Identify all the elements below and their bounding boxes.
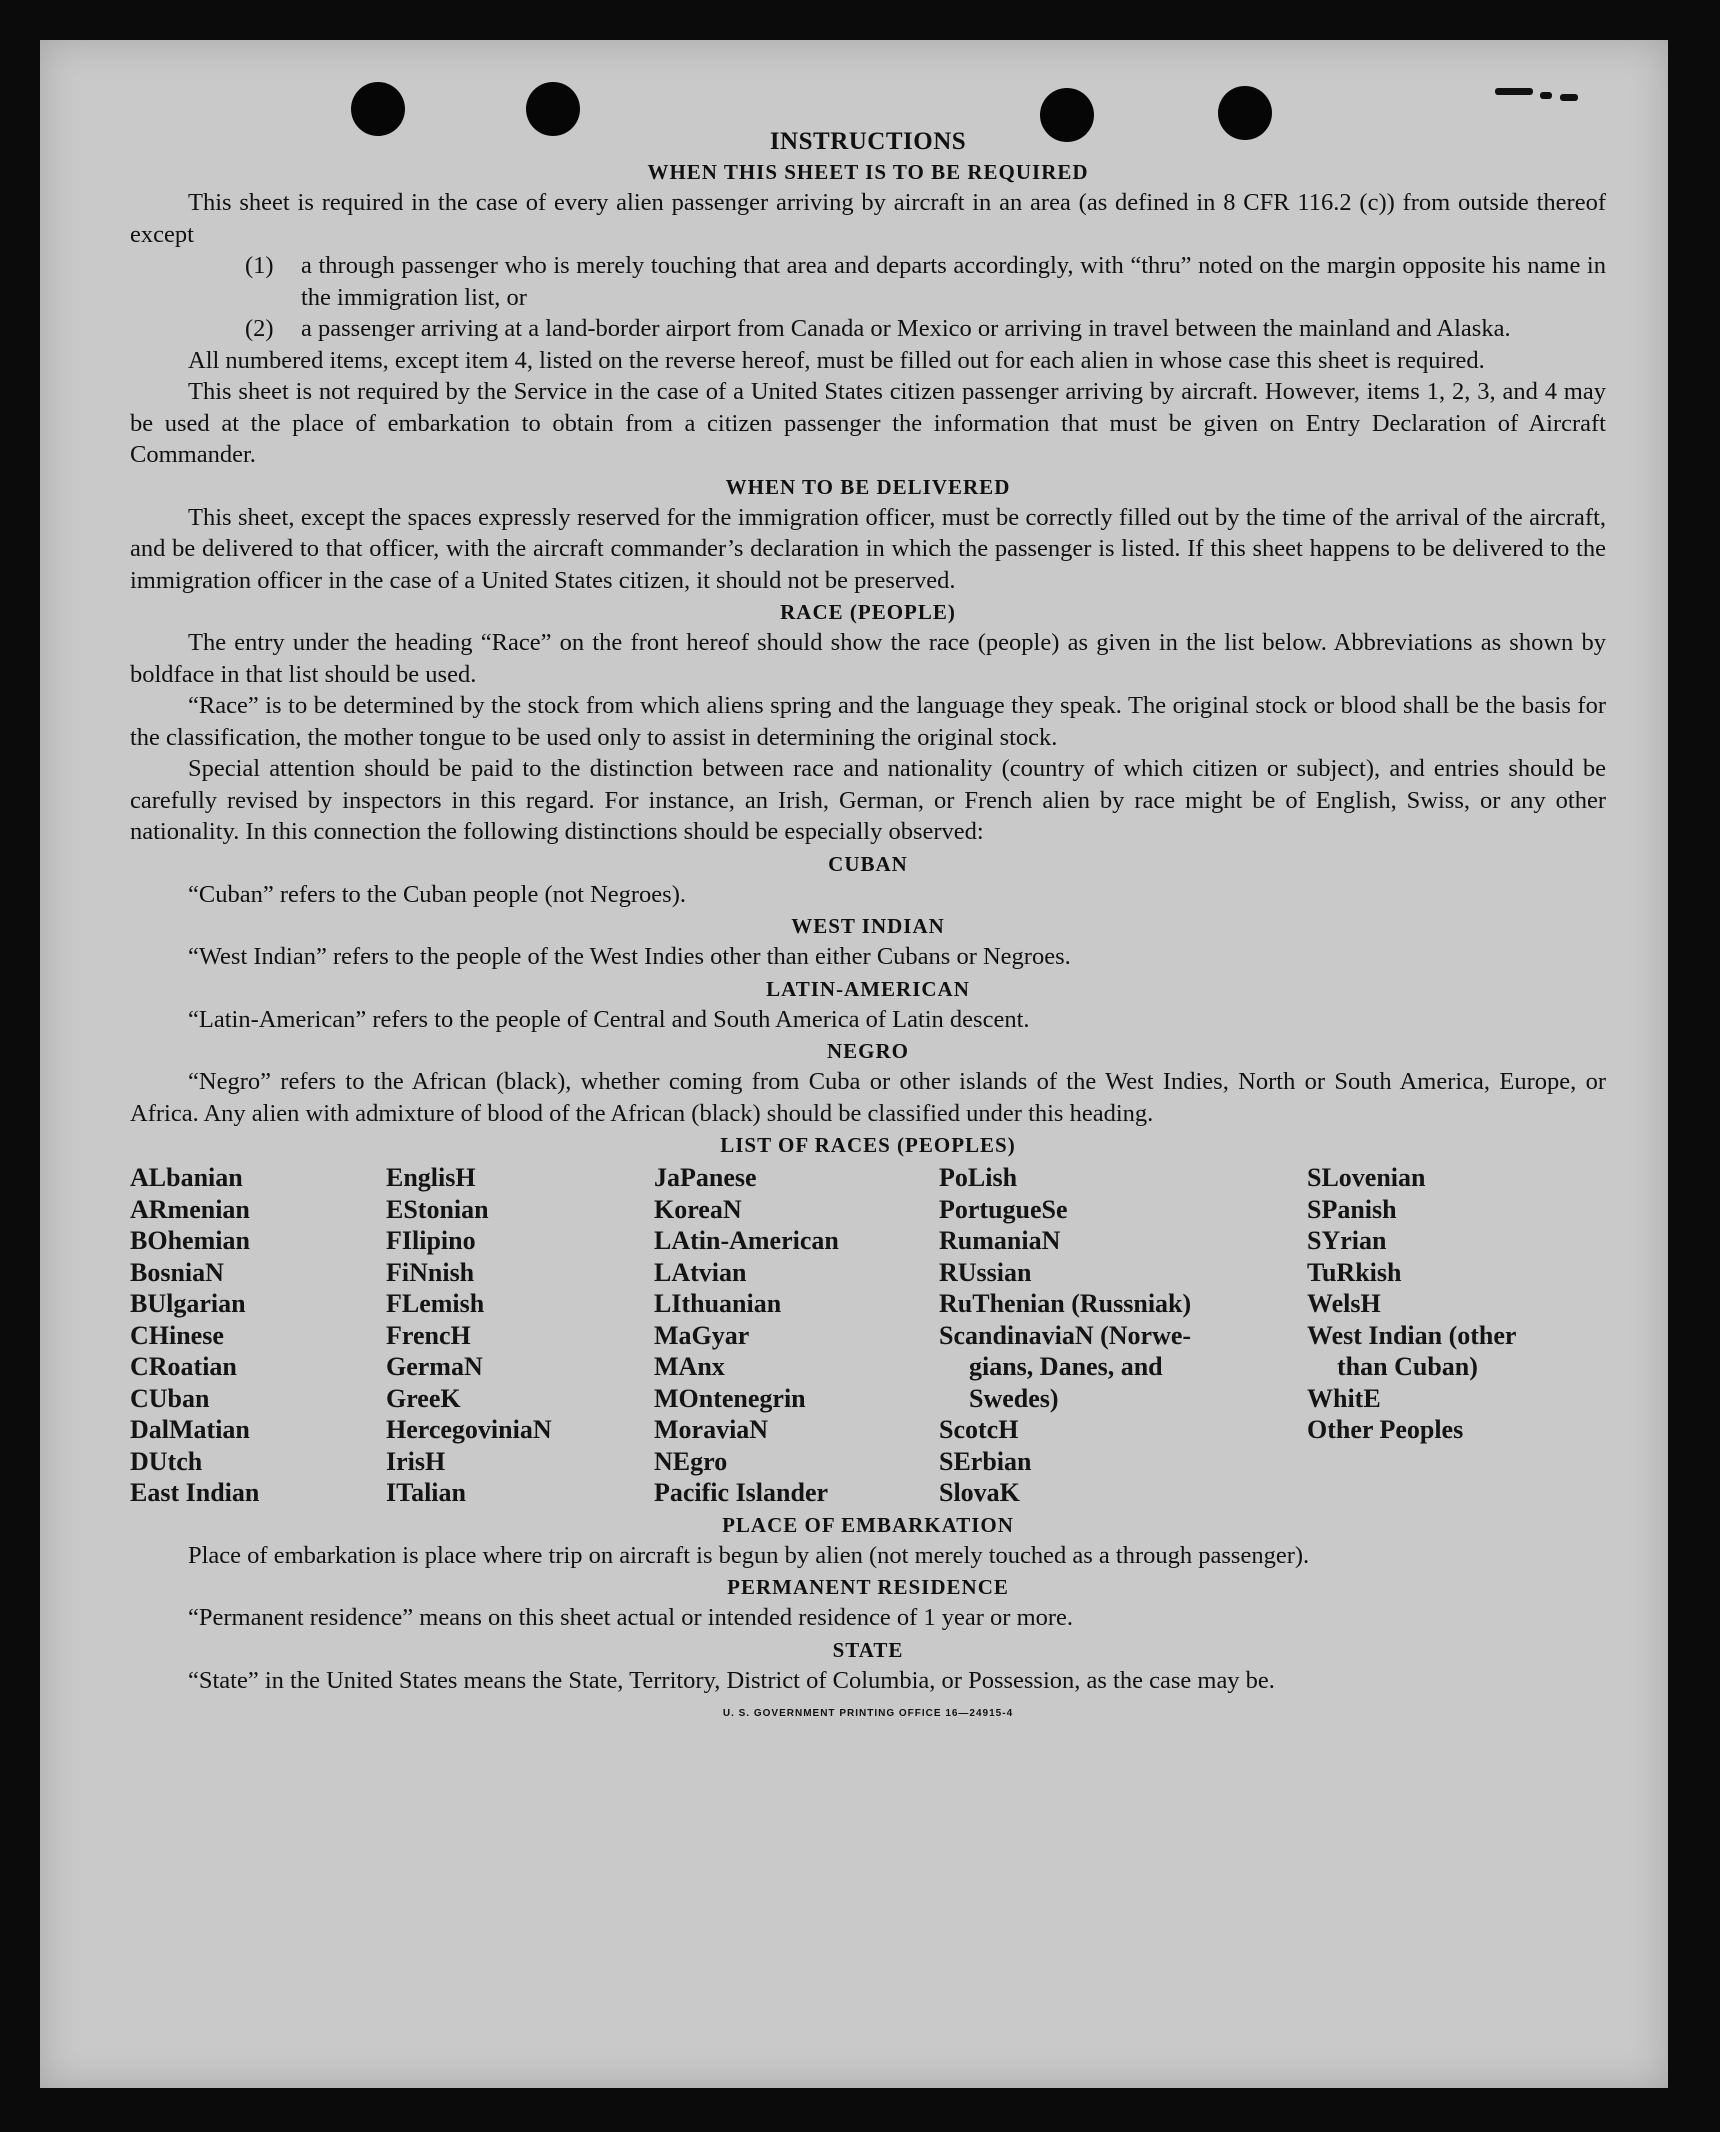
race-entry: SPanish (1307, 1194, 1397, 1224)
paragraph: “Cuban” refers to the Cuban people (not Negroes). (188, 880, 686, 908)
race-entry: CHinese (130, 1320, 224, 1350)
race-entry: DalMatian (130, 1415, 250, 1444)
race-entry: IrisH (386, 1446, 446, 1476)
item-number: (1) (245, 252, 274, 279)
paragraph: “Negro” refers to the African (black), whether coming from Cuba or other islands of the West Indies, North or South America, Europe, or Africa. Any alien with admixture of blood of the African (black) should be classified under this heading. (130, 1068, 1606, 1127)
race-entry: JaPanese (654, 1163, 757, 1192)
document-sheet (40, 40, 1668, 2088)
heading-list-of-races: LIST OF RACES (PEOPLES) (720, 1133, 1016, 1157)
heading-negro: NEGRO (826, 1039, 909, 1063)
race-entry: LAtvian (654, 1257, 747, 1287)
paragraph: All numbered items, except item 4, listed on the reverse hereof, must be filled out for each alien in whose case this sheet is required. (188, 346, 1485, 374)
paragraph: “State” in the United States means the State, Territory, District of Columbia, or Possession, as the case may be. (188, 1666, 1275, 1694)
race-entry: Pacific Islander (654, 1478, 829, 1507)
heading-state: STATE (832, 1637, 904, 1662)
ink-mark (1495, 88, 1533, 95)
item-number: (2) (245, 315, 274, 342)
paragraph: “Latin-American” refers to the people of Central and South America of Latin descent. (188, 1005, 1030, 1033)
race-entry: RuThenian (Russniak) (939, 1289, 1192, 1318)
paragraph: “West Indian” refers to the people of the West Indies other than either Cubans or Negroes. (188, 943, 1071, 970)
race-entry: EnglisH (386, 1163, 476, 1192)
heading-cuban: CUBAN (828, 851, 908, 876)
race-entry: FrencH (386, 1320, 471, 1350)
race-entry: LIthuanian (654, 1289, 782, 1318)
race-entry: RumaniaN (939, 1226, 1061, 1255)
races-column-1 (130, 1162, 386, 1509)
list-item (245, 250, 1606, 313)
race-entry: MAnx (654, 1352, 725, 1381)
heading-race: RACE (PEOPLE) (780, 600, 956, 624)
paragraph: This sheet is not required by the Service in the case of a United States citizen passenger arriving by aircraft. However, items 1, 2, 3, and 4 may be used at the place of embarkation to obtain from a citizen passenger the information that must be given on Entry Declaration of Aircraft Commander. (130, 378, 1606, 468)
heading-west-indian: WEST INDIAN (791, 914, 945, 938)
heading-residence: PERMANENT RESIDENCE (727, 1575, 1009, 1599)
printer-imprint: U. S. GOVERNMENT PRINTING OFFICE 16—24915-4 (722, 1708, 1014, 1719)
race-entry: BOhemian (130, 1226, 250, 1255)
item-text: a through passenger who is merely touching that area and departs accordingly, with “thru” noted on the margin opposite his name in the immigration list, or (301, 252, 1606, 311)
race-entry: RUssian (939, 1257, 1032, 1287)
race-entry: SErbian (939, 1446, 1032, 1476)
race-entry: East Indian (130, 1478, 260, 1507)
race-entry: FLemish (386, 1289, 485, 1318)
race-entry: WelsH (1307, 1289, 1381, 1318)
races-column-3 (654, 1162, 939, 1509)
race-entry: DUtch (130, 1446, 203, 1476)
race-entry: CRoatian (130, 1352, 237, 1381)
race-entry: LAtin-American (654, 1226, 839, 1255)
paragraph: The entry under the heading “Race” on the front hereof should show the race (people) as given in the list below. Abbreviations as shown by boldface in that list should be used. (130, 629, 1606, 688)
race-entry: MaGyar (654, 1320, 750, 1350)
race-entry: ScandinaviaN (Norwe- (939, 1320, 1192, 1350)
race-entry: ScotcH (939, 1415, 1019, 1444)
races-column-5 (1307, 1162, 1577, 1509)
paragraph: This sheet is required in the case of every alien passenger arriving by aircraft in an area (as defined in 8 CFR 116.2 (c)) from outside thereof except (130, 189, 1606, 248)
list-item (245, 313, 1606, 345)
race-entry-continued: gians, Danes, and (969, 1352, 1163, 1381)
item-text: a passenger arriving at a land-border airport from Canada or Mexico or arriving in travel between the mainland and Alaska. (301, 315, 1511, 342)
paragraph: Special attention should be paid to the distinction between race and nationality (country of which citizen or subject), and entries should be carefully revised by inspectors in this regard. For instance, an Irish, German, or French alien by race might be of English, Swiss, or any other nationality. In this connection the following distinctions should be especially observed: (130, 755, 1606, 845)
ink-mark (1540, 92, 1552, 99)
race-entry: TuRkish (1307, 1257, 1402, 1287)
instructions-content (130, 128, 1606, 1719)
race-entry: BUlgarian (130, 1289, 246, 1318)
race-entry-continued: Swedes) (969, 1383, 1059, 1413)
race-entry: MOntenegrin (654, 1383, 806, 1413)
race-entry: ITalian (386, 1478, 466, 1507)
heading-latin-american: LATIN-AMERICAN (766, 976, 970, 1001)
paragraph: “Race” is to be determined by the stock from which aliens spring and the language they speak. The original stock or blood shall be the basis for the classification, the mother tongue to be used only to assist in determining the original stock. (130, 692, 1606, 751)
races-column-4 (939, 1162, 1307, 1509)
race-entry: FIlipino (386, 1226, 476, 1255)
race-entry: MoraviaN (654, 1415, 769, 1444)
race-entry: FiNnish (386, 1257, 475, 1287)
paragraph: This sheet, except the spaces expressly reserved for the immigration officer, must be correctly filled out by the time of the arrival of the aircraft, and be delivered to that officer, with the aircraft commander’s declaration in which the passenger is listed. If this sheet happens to be delivered to the immigration officer in the case of a United States citizen, it should not be preserved. (130, 503, 1606, 594)
race-entry: CUban (130, 1383, 210, 1413)
heading-required: WHEN THIS SHEET IS TO BE REQUIRED (647, 160, 1089, 184)
race-entry: ARmenian (130, 1194, 250, 1224)
ink-mark (1560, 94, 1578, 101)
race-entry: West Indian (other (1307, 1320, 1517, 1350)
races-list (130, 1162, 1606, 1509)
page-title: INSTRUCTIONS (769, 128, 967, 155)
heading-embarkation: PLACE OF EMBARKATION (722, 1512, 1014, 1537)
race-entry: Other Peoples (1307, 1415, 1464, 1444)
paragraph: Place of embarkation is place where trip on aircraft is begun by alien (not merely touched as a through passenger). (188, 1541, 1310, 1569)
race-entry: PoLish (939, 1163, 1018, 1192)
race-entry: BosniaN (130, 1257, 224, 1287)
race-entry: GermaN (386, 1352, 483, 1381)
race-entry: SYrian (1307, 1226, 1387, 1255)
race-entry-continued: than Cuban) (1337, 1352, 1478, 1381)
heading-delivered: WHEN TO BE DELIVERED (725, 474, 1011, 499)
race-entry: KoreaN (654, 1194, 742, 1224)
race-entry: SLovenian (1307, 1163, 1426, 1192)
race-entry: PortugueSe (939, 1194, 1068, 1224)
race-entry: EStonian (386, 1194, 489, 1224)
race-entry: NEgro (654, 1446, 728, 1476)
race-entry: GreeK (386, 1383, 461, 1413)
race-entry: SlovaK (939, 1478, 1020, 1507)
race-entry: HercegoviniaN (386, 1415, 552, 1444)
paragraph: “Permanent residence” means on this sheet actual or intended residence of 1 year or more. (188, 1604, 1074, 1631)
races-column-2 (386, 1162, 654, 1509)
race-entry: WhitE (1307, 1383, 1381, 1413)
race-entry: ALbanian (130, 1163, 243, 1192)
